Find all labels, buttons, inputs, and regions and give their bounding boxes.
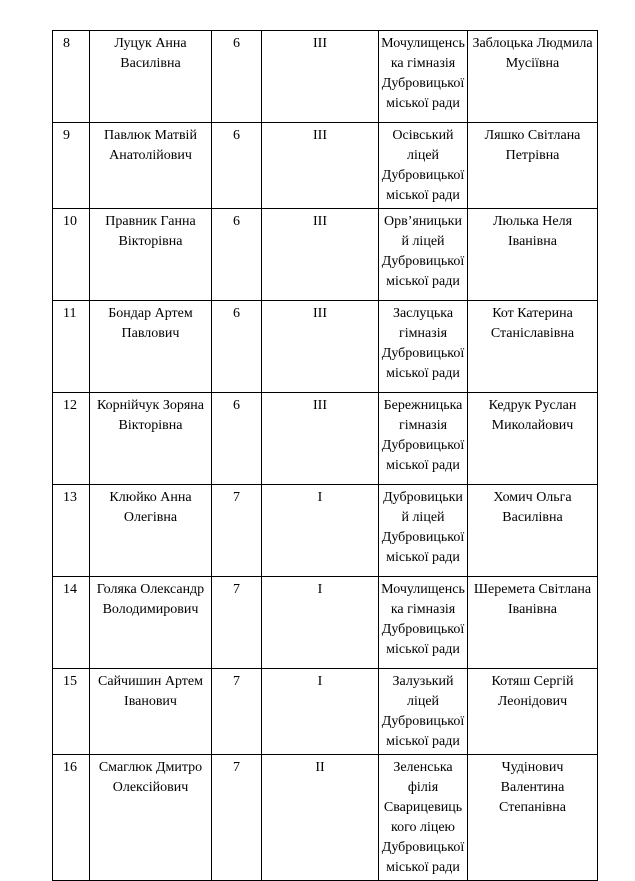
participant-name: Луцук Анна Василівна xyxy=(90,31,212,123)
grade-cell: 7 xyxy=(212,669,262,755)
teacher-cell: Люлька Неля Іванівна xyxy=(468,209,598,301)
place-cell: III xyxy=(262,31,379,123)
participant-name: Корнійчук Зоряна Вікторівна xyxy=(90,393,212,485)
grade-cell: 7 xyxy=(212,577,262,669)
row-number: 14 xyxy=(53,577,90,669)
table-row xyxy=(53,577,598,669)
table-row xyxy=(53,755,598,881)
participant-name: Клюйко Анна Олегівна xyxy=(90,485,212,577)
grade-cell: 6 xyxy=(212,301,262,393)
teacher-cell: Кот Катерина Станіславівна xyxy=(468,301,598,393)
school-cell: Мочулищенська гімназія Дубровицької міської ради xyxy=(379,31,468,123)
table-row xyxy=(53,669,598,755)
place-cell: III xyxy=(262,209,379,301)
row-number: 16 xyxy=(53,755,90,881)
participant-name: Голяка Олександр Володимирович xyxy=(90,577,212,669)
grade-cell: 7 xyxy=(212,485,262,577)
participants-table xyxy=(52,30,598,881)
place-cell: III xyxy=(262,123,379,209)
school-cell: Дубровицький ліцей Дубровицької міської ради xyxy=(379,485,468,577)
school-cell: Орв’яницький ліцей Дубровицької міської ради xyxy=(379,209,468,301)
table-row xyxy=(53,393,598,485)
place-cell: III xyxy=(262,301,379,393)
table-row xyxy=(53,31,598,123)
grade-cell: 6 xyxy=(212,123,262,209)
place-cell: III xyxy=(262,393,379,485)
row-number: 8 xyxy=(53,31,90,123)
participant-name: Смаглюк Дмитро Олексійович xyxy=(90,755,212,881)
teacher-cell: Шеремета Світлана Іванівна xyxy=(468,577,598,669)
school-cell: Осівський ліцей Дубровицької міської ради xyxy=(379,123,468,209)
place-cell: I xyxy=(262,577,379,669)
grade-cell: 6 xyxy=(212,393,262,485)
teacher-cell: Кедрук Руслан Миколайович xyxy=(468,393,598,485)
place-cell: I xyxy=(262,485,379,577)
participant-name: Павлюк Матвій Анатолійович xyxy=(90,123,212,209)
school-cell: Зеленська філія Сварицевицького ліцею Дубровицької міської ради xyxy=(379,755,468,881)
grade-cell: 6 xyxy=(212,209,262,301)
teacher-cell: Хомич Ольга Василівна xyxy=(468,485,598,577)
row-number: 12 xyxy=(53,393,90,485)
teacher-cell: Чудінович Валентина Степанівна xyxy=(468,755,598,881)
school-cell: Мочулищенська гімназія Дубровицької міської ради xyxy=(379,577,468,669)
school-cell: Заслуцька гімназія Дубровицької міської ради xyxy=(379,301,468,393)
table-row xyxy=(53,301,598,393)
row-number: 11 xyxy=(53,301,90,393)
row-number: 9 xyxy=(53,123,90,209)
participant-name: Правник Ганна Вікторівна xyxy=(90,209,212,301)
teacher-cell: Заблоцька Людмила Мусіївна xyxy=(468,31,598,123)
teacher-cell: Котяш Сергій Леонідович xyxy=(468,669,598,755)
table-row xyxy=(53,485,598,577)
participant-name: Бондар Артем Павлович xyxy=(90,301,212,393)
place-cell: II xyxy=(262,755,379,881)
row-number: 13 xyxy=(53,485,90,577)
participant-name: Сайчишин Артем Іванович xyxy=(90,669,212,755)
grade-cell: 7 xyxy=(212,755,262,881)
school-cell: Залузький ліцей Дубровицької міської ради xyxy=(379,669,468,755)
row-number: 15 xyxy=(53,669,90,755)
table-row xyxy=(53,209,598,301)
table-row xyxy=(53,123,598,209)
row-number: 10 xyxy=(53,209,90,301)
school-cell: Бережницька гімназія Дубровицької міської ради xyxy=(379,393,468,485)
grade-cell: 6 xyxy=(212,31,262,123)
place-cell: I xyxy=(262,669,379,755)
teacher-cell: Ляшко Світлана Петрівна xyxy=(468,123,598,209)
